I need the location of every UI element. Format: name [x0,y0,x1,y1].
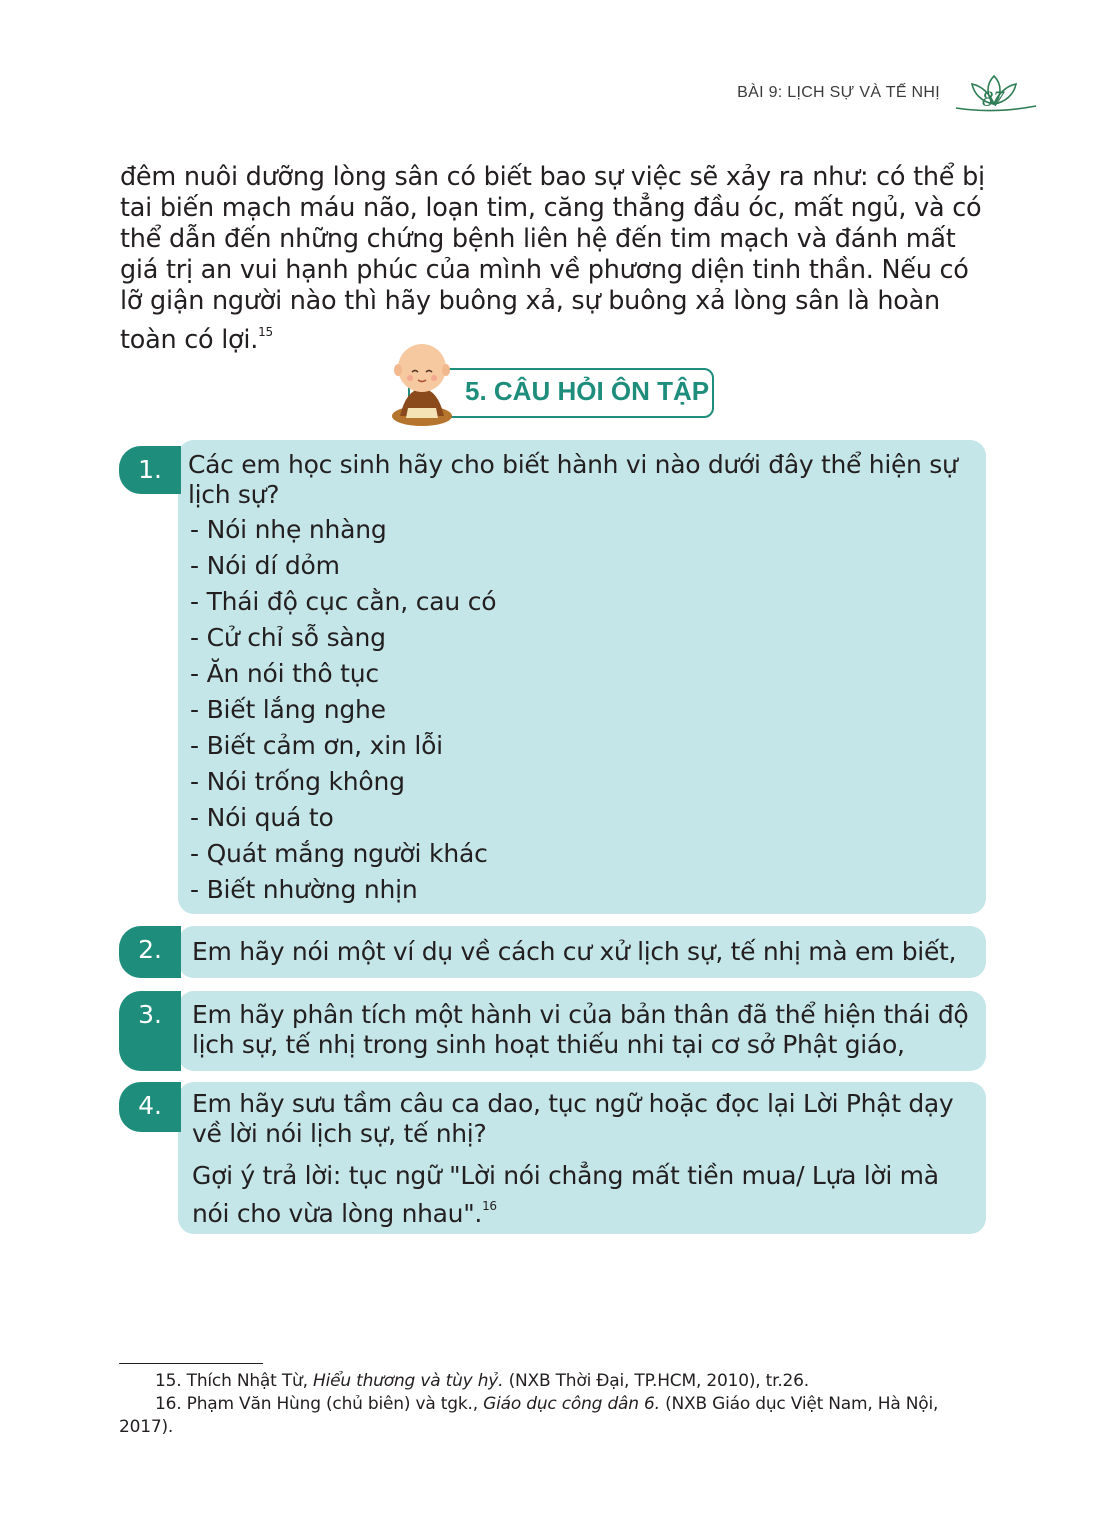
question-number-4: 4. [119,1082,181,1132]
hint-text: Gợi ý trả lời: tục ngữ "Lời nói chẳng mất tiền mua/ Lựa lời mà nói cho vừa lòng nhau". [192,1161,939,1228]
question-number-3: 3. [119,991,181,1071]
footnote-prefix: 16. Phạm Văn Hùng (chủ biên) và tgk., [155,1394,484,1414]
page-number: 87 [982,86,1004,111]
question-number-1: 1. [119,446,181,494]
list-item: - Biết nhường nhịn [190,875,418,904]
monk-illustration-icon [386,338,460,428]
question-hint-4 [192,1161,982,1229]
question-text-2: Em hãy nói một ví dụ về cách cư xử lịch sự, tế nhị mà em biết, [192,937,957,966]
list-item: - Nói nhẹ nhàng [190,515,387,544]
list-item: - Nói dí dỏm [190,551,340,580]
list-item: - Cử chỉ sỗ sàng [190,623,386,652]
list-item: - Nói trống không [190,767,405,796]
list-item: - Biết lắng nghe [190,695,386,724]
list-item: - Nói quá to [190,803,334,832]
footnote-ref: 16 [482,1199,497,1213]
footnotes [119,1370,994,1439]
footnote-ref: 15 [258,325,273,339]
section-title: 5. CÂU HỎI ÔN TẬP [465,376,710,406]
list-item: - Thái độ cục cằn, cau có [190,587,497,616]
intro-text: đêm nuôi dưỡng lòng sân có biết bao sự việc sẽ xảy ra như: có thể bị tai biến mạch máu não, loạn tim, căng thẳng đầu óc, mất ngủ, và có thể dẫn đến những chứng bệnh liên hệ đến tim mạch và đánh mất giá trị an vui hạnh phúc của mình về phương diện tinh thần. Nếu có lỡ giận người nào thì hãy buông xả, sự buông xả lòng sân là hoàn toàn có lợi. [120,162,985,355]
question-number-2: 2. [119,926,181,978]
footnote-suffix: (NXB Thời Đại, TP.HCM, 2010), tr.26. [503,1371,809,1391]
question-text-1: Các em học sinh hãy cho biết hành vi nào dưới đây thể hiện sự lịch sự? [188,450,958,509]
footnote-title: Hiểu thương và tùy hỷ. [313,1371,504,1391]
footnote-suffix: (NXB Giáo dục Việt Nam, Hà Nội, 2017). [119,1394,939,1437]
footnote-15 [119,1370,994,1393]
question-text-4: Em hãy sưu tầm câu ca dao, tục ngữ hoặc đọc lại Lời Phật dạy về lời nói lịch sự, tế nhị? [192,1089,954,1148]
lesson-title: BÀI 9: LỊCH SỰ VÀ TẾ NHỊ [737,84,940,101]
intro-paragraph [120,162,992,356]
footnote-prefix: 15. Thích Nhật Từ, [155,1371,313,1391]
list-item: - Biết cảm ơn, xin lỗi [190,731,443,760]
page-header [700,78,1040,118]
list-item: - Ăn nói thô tục [190,659,379,688]
footnote-16 [119,1393,994,1439]
question-text-3: Em hãy phân tích một hành vi của bản thân đã thể hiện thái độ lịch sự, tế nhị trong sinh hoạt thiếu nhi tại cơ sở Phật giáo, [192,1000,969,1059]
footnote-divider [119,1363,263,1364]
question-1-options [190,512,496,908]
footnote-title: Giáo dục công dân 6. [483,1394,660,1414]
list-item: - Quát mắng người khác [190,839,488,868]
